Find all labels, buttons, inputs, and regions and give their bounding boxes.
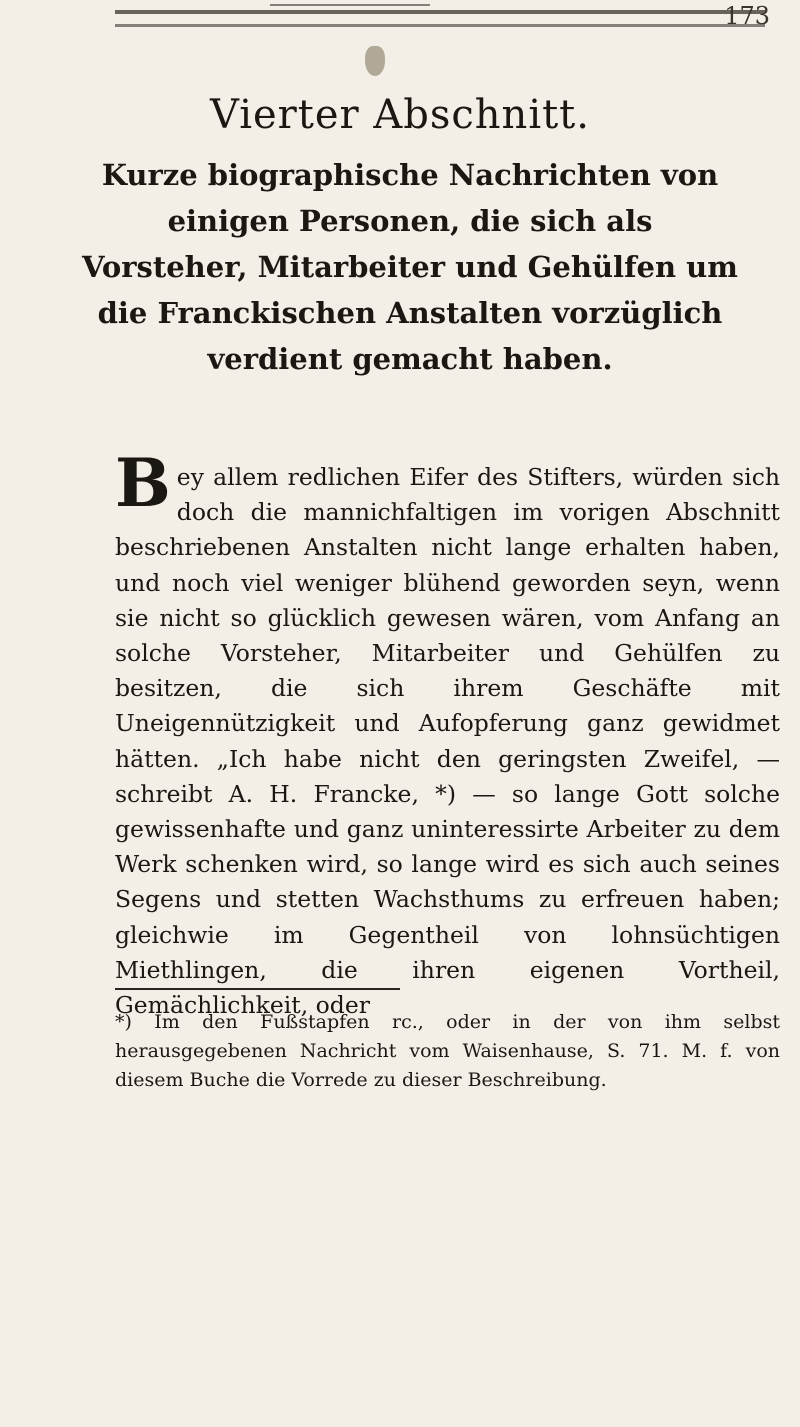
section-title: Vierter Abschnitt. [210,92,590,138]
body-paragraph [115,444,780,1023]
top-rule [115,10,765,14]
chapter-heading: Kurze biographische Nachrichten von einigen Personen, die sich als Vorsteher, Mitarbeiter und Gehülfen um die Franckischen Anstalten vorzüglich verdient gemacht haben. [82,158,738,376]
ink-blot-ornament [365,46,385,76]
page-number: 173 [724,2,770,30]
footnote: *) Im den Fußstapfen rc., oder in der von ihm selbst herausgegebenen Nachricht vom Waisenhause, S. 71. M. f. von diesem Buche die Vorrede zu dieser Beschreibung. [115,1011,780,1091]
top-rule-short [270,4,430,6]
body-text: ey allem redlichen Eifer des Stifters, würden sich doch die mannichfaltigen im vorigen Abschnitt beschriebenen Anstalten nicht lange erhalten haben, und noch viel weniger blühend geworden seyn, wenn sie nicht so glücklich gewesen wären, vom Anfang an solche Vorsteher, Mitarbeiter und Gehülfen zu besitzen, die sich ihrem Geschäfte mit Uneigennützigkeit und Aufopferung ganz gewidmet hätten. „Ich habe nicht den geringsten Zweifel, — schreibt A. H. Francke, *) — so lange Gott solche gewissenhafte und ganz uninteressirte Arbeiter zu dem Werk schenken wird, so lange wird es sich auch seines Segens und stetten Wachsthums zu erfreuen haben; gleichwie im Gegentheil von lohnsüchtigen Miethlingen, die ihren eigenen Vortheil, Gemächlichkeit, oder [115,463,780,1020]
drop-cap: B [115,444,171,522]
top-rule-lower [115,24,765,27]
footnote-rule [115,988,400,990]
